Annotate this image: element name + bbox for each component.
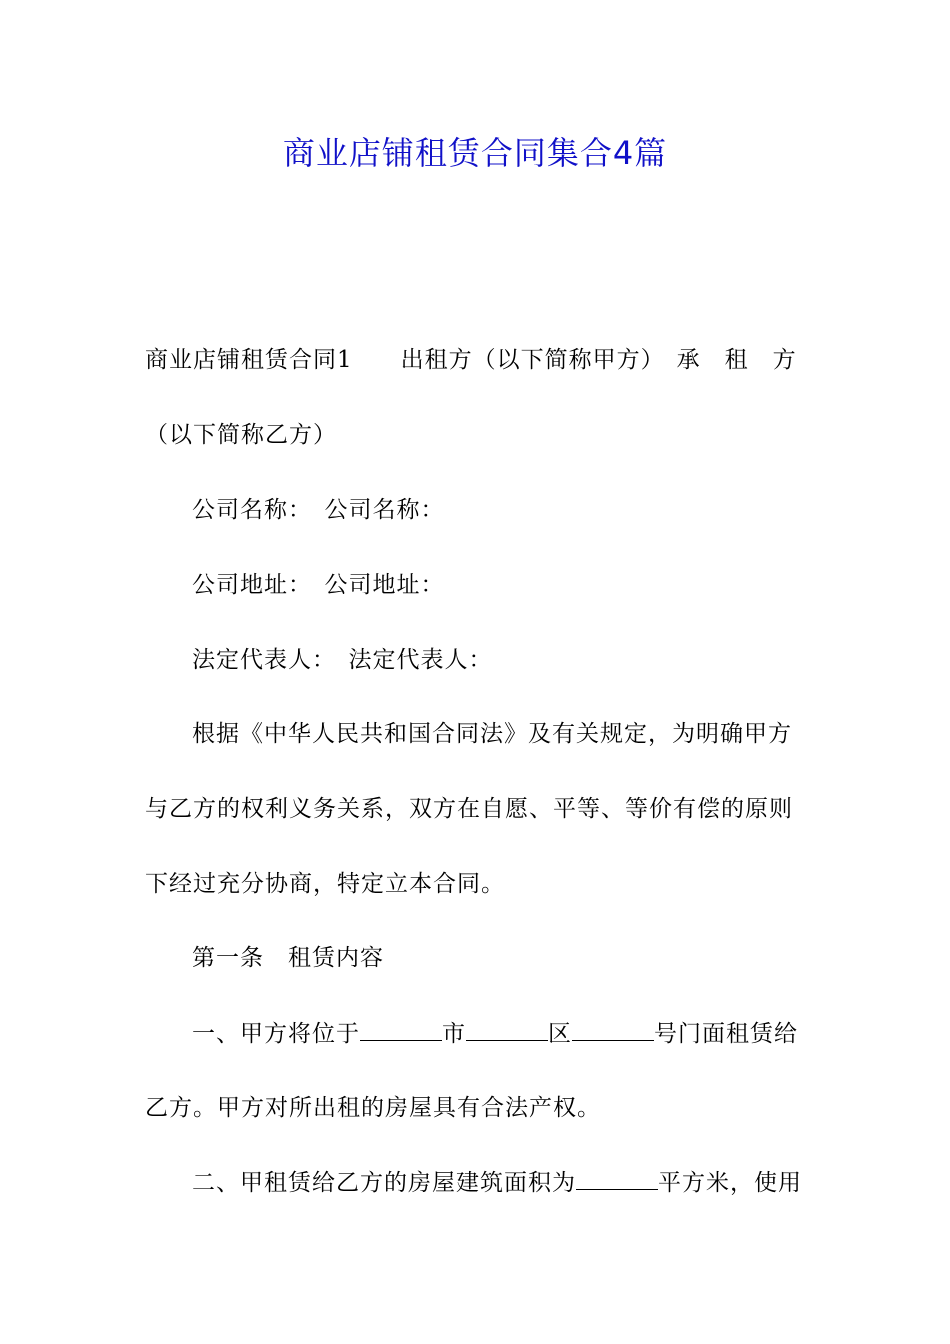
- lessee-label: 承 租 方: [676, 347, 797, 373]
- clause2-prefix: 二、甲租赁给乙方的房屋建筑面积为: [192, 1170, 576, 1196]
- number-blank: [572, 1018, 654, 1041]
- clause1-line-1: [192, 1018, 807, 1049]
- clause2-suffix: 平方米，使用: [658, 1170, 802, 1196]
- legal-rep-line: 法定代表人： 法定代表人：: [192, 647, 493, 673]
- preamble-line-3: 下经过充分协商，特定立本合同。: [145, 871, 505, 897]
- clause1-prefix: 一、甲方将位于: [192, 1021, 360, 1047]
- district-label: 区: [548, 1021, 572, 1047]
- preamble-line-2: 与乙方的权利义务关系，双方在自愿、平等、等价有偿的原则: [145, 796, 793, 822]
- parties-line: [145, 345, 807, 375]
- contract-heading: 商业店铺租赁合同1: [145, 347, 353, 373]
- clause2-line-1: [192, 1167, 807, 1198]
- clause1-suffix: 号门面租赁给: [654, 1021, 798, 1047]
- lessor-label: 出租方（以下简称甲方）: [400, 347, 665, 373]
- area-blank: [576, 1167, 658, 1190]
- city-label: 市: [442, 1021, 466, 1047]
- lessee-suffix: （以下简称乙方）: [145, 422, 337, 448]
- company-name-line: 公司名称： 公司名称：: [192, 497, 445, 523]
- article1-title: 第一条 租赁内容: [192, 945, 384, 971]
- company-address-line: 公司地址： 公司地址：: [192, 572, 445, 598]
- preamble-line-1: 根据《中华人民共和国合同法》及有关规定，为明确甲方: [192, 721, 792, 747]
- clause1-line-2: 乙方。甲方对所出租的房屋具有合法产权。: [145, 1095, 601, 1121]
- city-blank: [360, 1018, 442, 1041]
- document-title: 商业店铺租赁合同集合4篇: [282, 134, 668, 172]
- district-blank: [466, 1018, 548, 1041]
